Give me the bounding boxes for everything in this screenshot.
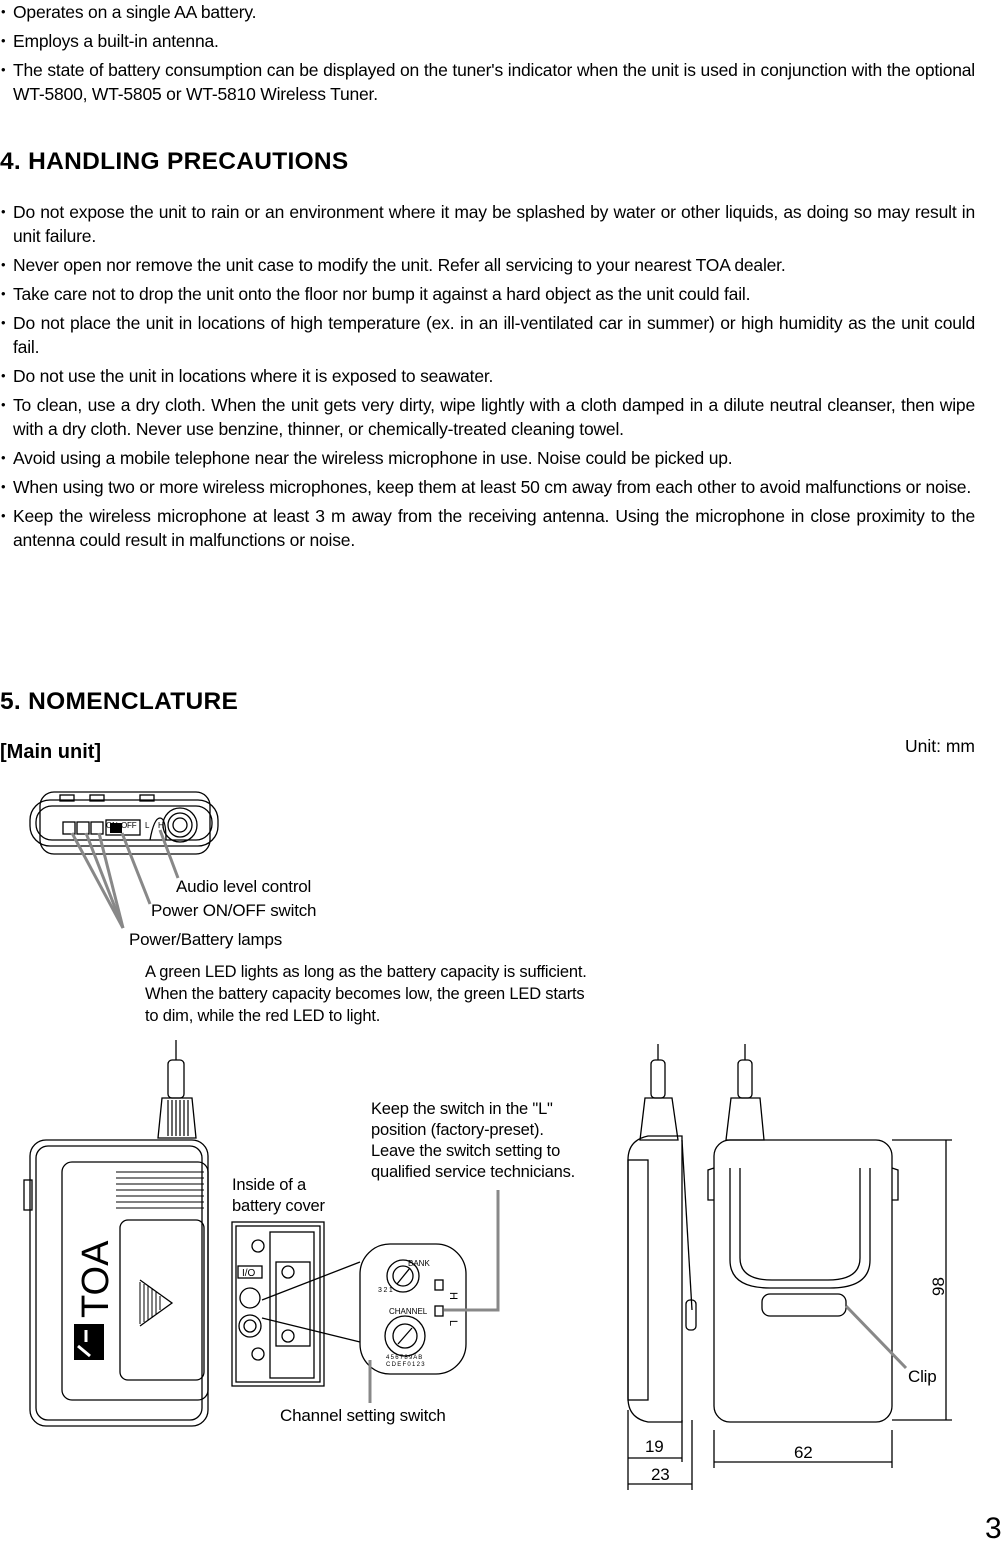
precaution-text: Avoid using a mobile telephone near the wireless microphone in use. Noise could be picked up. — [13, 448, 733, 468]
channel-digits: 4 5 6 7 8 9 A B C D E F 0 1 2 3 — [386, 1355, 425, 1368]
back-view-drawing — [708, 1044, 952, 1468]
lamps-note: A green LED lights as long as the battery capacity is sufficient. When the battery capacity becomes low, the green LED starts to dim, while the red LED to light. — [145, 963, 587, 1025]
unit-label: Unit: mm — [905, 736, 975, 756]
dimension-depth-inner: 19 — [645, 1437, 664, 1456]
label-power-switch: Power ON/OFF switch — [151, 901, 317, 920]
precaution-text: Do not place the unit in locations of high temperature (ex. in an ill-ventilated car in summer) or high humidity as the unit could fail. — [13, 313, 975, 357]
front-view-drawing — [24, 1040, 208, 1426]
label-audio-level-control: Audio level control — [176, 877, 312, 896]
precaution-text: To clean, use a dry cloth. When the unit gets very dirty, wipe lightly with a cloth damped in a dilute neutral cleanser, then wipe with a dry cloth. Never use benzine, thinner, or chemically-treated cleaning towel. — [13, 395, 975, 439]
precaution-text: When using two or more wireless microphones, keep them at least 50 cm away from each other to avoid malfunctions or noise. — [13, 477, 972, 497]
precaution-text: Take care not to drop the unit onto the floor nor bump it against a hard object as the unit could fail. — [13, 284, 751, 304]
precaution-text: Do not use the unit in locations where it is exposed to seawater. — [13, 366, 494, 386]
label-clip: Clip — [908, 1367, 937, 1386]
switch-note: Keep the switch in the "L" position (factory-preset). Leave the switch setting to qualified service technicians. — [371, 1100, 576, 1181]
bank-label: BANK — [408, 1259, 430, 1268]
section-heading-handling: 4. HANDLING PRECAUTIONS — [0, 148, 349, 175]
feature-text: The state of battery consumption can be displayed on the tuner's indicator when the unit is used in conjunction with the optional WT-5800, WT-5805 or WT-5810 Wireless Tuner. — [13, 60, 975, 104]
level-h-label: H — [158, 821, 164, 830]
page-number: 3 — [985, 1512, 1002, 1545]
label-channel-setting-switch: Channel setting switch — [280, 1406, 446, 1425]
side-view-drawing — [628, 1044, 696, 1490]
switch-on-label: ON — [106, 821, 118, 830]
battery-cover-drawing — [232, 1222, 360, 1386]
label-power-battery-lamps: Power/Battery lamps — [129, 930, 283, 949]
bank-digits: 3 2 1 — [378, 1287, 393, 1294]
switch-off-label: OFF — [121, 821, 137, 830]
precaution-text: Keep the wireless microphone at least 3 m away from the receiving antenna. Using the microphone in close proximity to the antenna could result in malfunctions or noise. — [13, 506, 975, 550]
precaution-text: Never open nor remove the unit case to modify the unit. Refer all servicing to your nearest TOA dealer. — [13, 255, 786, 275]
dimension-width: 62 — [794, 1443, 813, 1462]
subheading-main-unit: [Main unit] — [0, 741, 102, 763]
brand-logo-text: TOA — [75, 1240, 117, 1318]
io-label: I/O — [242, 1268, 256, 1279]
feature-text: Operates on a single AA battery. — [13, 2, 257, 22]
label-battery-cover: Inside of a battery cover — [232, 1176, 325, 1215]
switch-l-label: L — [447, 1320, 459, 1327]
channel-label: CHANNEL — [389, 1307, 428, 1316]
precaution-text: Do not expose the unit to rain or an environment where it may be splashed by water or other liquids, as doing so may result in unit failure. — [13, 202, 975, 246]
level-l-label: L — [145, 821, 150, 830]
feature-text: Employs a built-in antenna. — [13, 31, 219, 51]
dimension-height: 98 — [929, 1277, 948, 1296]
section-heading-nomenclature: 5. NOMENCLATURE — [0, 688, 239, 715]
switch-h-label: H — [447, 1292, 459, 1300]
dimension-depth-outer: 23 — [651, 1465, 670, 1484]
